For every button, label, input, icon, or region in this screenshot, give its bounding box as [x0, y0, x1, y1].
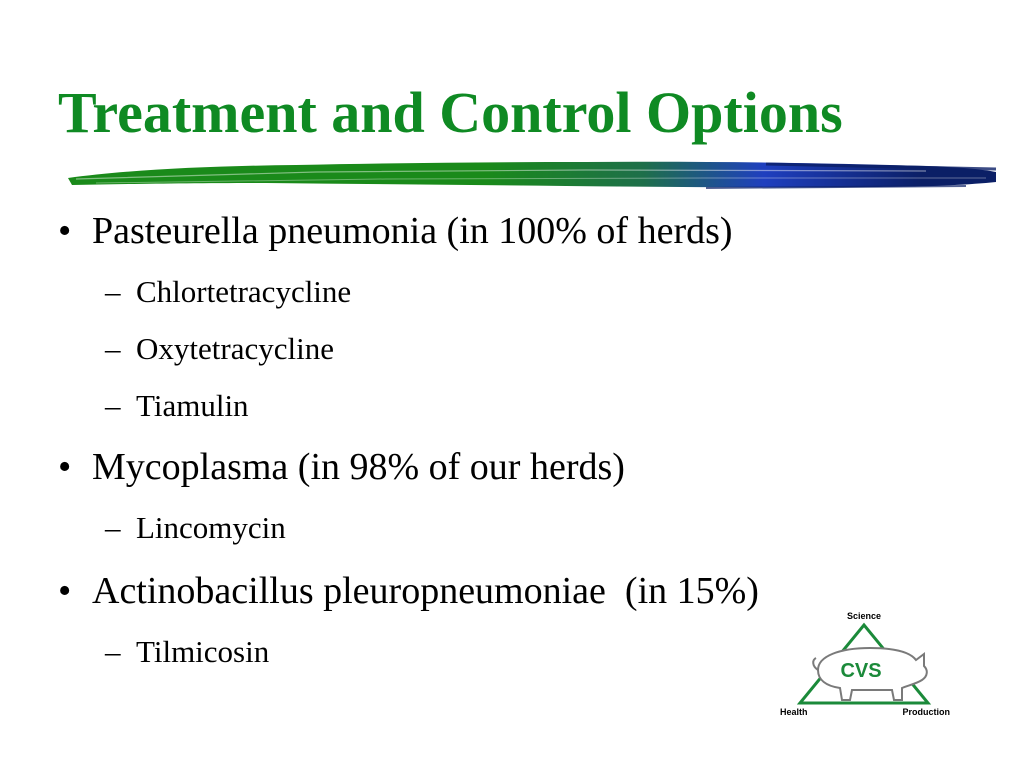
bullet-marker: •	[58, 570, 72, 612]
dash-marker: –	[105, 388, 121, 423]
bullet-item	[58, 208, 733, 254]
bullet-text: Lincomycin	[136, 510, 286, 545]
dash-marker: –	[105, 331, 121, 366]
sub-bullet-item	[105, 633, 269, 671]
bullet-text: Tilmicosin	[136, 634, 270, 669]
bullet-text: Oxytetracycline	[136, 331, 334, 366]
dash-marker: –	[105, 274, 121, 309]
bullet-item	[58, 568, 759, 614]
logo-cvs-text: CVS	[840, 660, 882, 682]
logo-label-production: Production	[902, 707, 950, 717]
bullet-item	[58, 444, 625, 490]
logo-label-health: Health	[780, 707, 808, 717]
sub-bullet-item	[105, 387, 249, 425]
bullet-text: Chlortetracycline	[136, 274, 352, 309]
cvs-logo	[778, 608, 954, 718]
dash-marker: –	[105, 510, 121, 545]
bullet-marker: •	[58, 210, 72, 252]
sub-bullet-item	[105, 509, 286, 547]
bullet-text: Pasteurella pneumonia (in 100% of herds)	[92, 210, 733, 252]
bullet-marker: •	[58, 446, 72, 488]
sub-bullet-item	[105, 273, 351, 311]
sub-bullet-item	[105, 330, 334, 368]
dash-marker: –	[105, 634, 121, 669]
bullet-text: Actinobacillus pleuropneumoniae (in 15%)	[92, 570, 759, 612]
bullet-text: Mycoplasma (in 98% of our herds)	[92, 446, 625, 488]
slide-title: Treatment and Control Options	[58, 80, 843, 145]
logo-label-science: Science	[846, 611, 882, 621]
bullet-text: Tiamulin	[136, 388, 249, 423]
